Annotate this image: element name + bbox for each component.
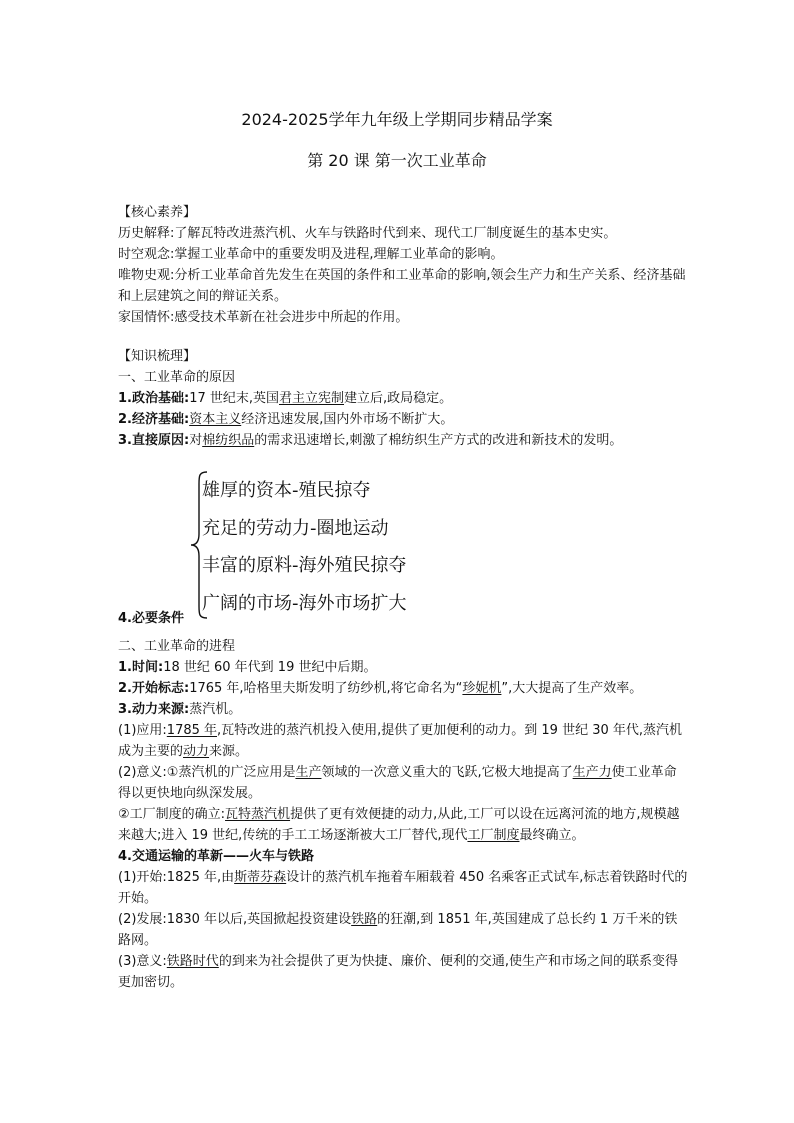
- political-post: 建立后,政局稳定。: [344, 391, 453, 406]
- political-key: 君主立宪制: [279, 391, 345, 406]
- start-pre: 1765 年,哈格里夫斯发明了纺纱机,将它命名为“: [189, 681, 463, 696]
- factory-key-system: 工厂制度: [467, 828, 520, 843]
- material-text: 分析工业革命首先发生在英国的条件和工业革命的影响,领会生产力和生产关系、经济基础和上层建筑之间的辩证关系。: [118, 268, 686, 304]
- rail-sig-post: 的到来为社会提供了更为快捷、廉价、便利的交通,使生产和市场之间的联系变得更加密切。: [118, 954, 678, 990]
- power-label: 3.动力来源:: [118, 702, 190, 717]
- political-pre: 17 世纪末,英国: [189, 391, 279, 406]
- application-key-power: 动力: [183, 744, 210, 759]
- direct-cause-line: [118, 430, 688, 451]
- application-pre: (1)应用:: [118, 723, 167, 738]
- knowledge-section: [118, 346, 688, 451]
- home-line: [118, 307, 688, 328]
- material-line: [118, 265, 688, 307]
- condition-item: 充足的劳动力-圈地运动: [202, 517, 389, 539]
- economic-post: 经济迅速发展,国内外市场不断扩大。: [241, 412, 454, 427]
- direct-key: 棉纺织品: [202, 433, 255, 448]
- transport-heading: 4.交通运输的革新——火车与铁路: [118, 849, 314, 864]
- economic-line: [118, 409, 688, 430]
- start-line: [118, 678, 688, 699]
- significance-post: 使工业革命得以更快地向纵深发展。: [118, 765, 677, 801]
- progress-section: [118, 636, 688, 993]
- home-label: 家国情怀:: [118, 310, 175, 325]
- condition-item: 雄厚的资本-殖民掠夺: [202, 480, 371, 501]
- rail-start-key: 斯蒂芬森: [234, 870, 287, 885]
- significance-key-productivity: 生产力: [572, 765, 612, 780]
- space-label: 时空观念:: [118, 247, 175, 262]
- rail-sig-key: 铁路时代: [166, 954, 219, 969]
- history-label: 历史解释:: [118, 226, 175, 241]
- direct-post: 的需求迅速增长,刺激了棉纺织生产方式的改进和新技术的发明。: [254, 433, 623, 448]
- rail-dev-post: 的狂潮,到 1851 年,英国建成了总长约 1 万千米的铁路网。: [118, 912, 678, 948]
- space-text: 掌握工业革命中的重要发明及进程,理解工业革命的影响。: [174, 247, 504, 262]
- part1-title: 一、工业革命的原因: [118, 370, 236, 385]
- space-line: [118, 244, 688, 265]
- time-line: [118, 657, 688, 678]
- significance-mid: 领域的一次意义重大的飞跃,它极大地提高了: [321, 765, 573, 780]
- history-line: [118, 223, 688, 244]
- political-line: [118, 388, 688, 409]
- lesson-title: 第 20 课 第一次工业革命: [307, 151, 487, 170]
- rail-sig-pre: (3)意义:: [118, 954, 167, 969]
- time-text: 18 世纪 60 年代到 19 世纪中后期。: [163, 660, 377, 675]
- direct-label: 3.直接原因:: [118, 433, 190, 448]
- rail-significance-line: [118, 951, 688, 993]
- application-mid: ,瓦特改进的蒸汽机投入使用,提供了更加便利的动力。到 19 世纪 30 年代,蒸汽机成为主要的: [118, 723, 683, 759]
- core-literacy-section: [118, 202, 688, 328]
- factory-line: [118, 804, 688, 846]
- rail-dev-key: 铁路: [351, 912, 378, 927]
- knowledge-heading: 【知识梳理】: [118, 349, 197, 364]
- rail-dev-pre: (2)发展:1830 年以后,英国掀起投资建设: [118, 912, 352, 927]
- home-text: 感受技术革新在社会进步中所起的作用。: [174, 310, 409, 325]
- direct-pre: 对: [189, 433, 203, 448]
- factory-key-engine: 瓦特蒸汽机: [225, 807, 291, 822]
- time-label: 1.时间:: [118, 660, 164, 675]
- history-text: 了解瓦特改进蒸汽机、火车与铁路时代到来、现代工厂制度诞生的基本史实。: [174, 226, 617, 241]
- condition-item: 丰富的原料-海外殖民掠夺: [202, 555, 407, 576]
- factory-post: 最终确立。: [519, 828, 585, 843]
- application-key-year: 1785 年: [166, 723, 218, 738]
- application-post: 来源。: [209, 744, 249, 759]
- significance-line: [118, 762, 688, 804]
- rail-start-line: [118, 867, 688, 909]
- core-heading: 【核心素养】: [118, 205, 197, 220]
- application-line: [118, 720, 688, 762]
- material-label: 唯物史观:: [118, 268, 175, 283]
- political-label: 1.政治基础:: [118, 391, 190, 406]
- factory-mid: 提供了更有效便捷的动力,从此,工厂可以设在远离河流的地方,规模越来越大;进入 19 世纪,传统的手工工场逐渐被大工厂替代,现代: [118, 807, 680, 843]
- rail-start-pre: (1)开始:1825 年,由: [118, 870, 235, 885]
- start-post: ”,大大提高了生产效率。: [501, 681, 643, 696]
- power-line: [118, 699, 688, 720]
- economic-label: 2.经济基础:: [118, 412, 190, 427]
- rail-development-line: [118, 909, 688, 951]
- start-label: 2.开始标志:: [118, 681, 190, 696]
- significance-pre: (2)意义:①蒸汽机的广泛应用是: [118, 765, 296, 780]
- start-key: 珍妮机: [462, 681, 502, 696]
- condition-item: 广阔的市场-海外市场扩大: [202, 592, 407, 614]
- necessary-label: 4.必要条件: [118, 611, 184, 626]
- necessary-conditions-list: [202, 472, 407, 622]
- rail-start-post: 设计的蒸汽机车拖着车厢载着 450 名乘客正式试车,标志着铁路时代的开始。: [118, 870, 688, 906]
- significance-key-production: 生产: [295, 765, 322, 780]
- power-text: 蒸汽机。: [189, 702, 242, 717]
- factory-pre: ②工厂制度的确立:: [118, 807, 226, 822]
- part2-title: 二、工业革命的进程: [118, 639, 236, 654]
- document-title: 2024-2025学年九年级上学期同步精品学案: [241, 110, 553, 129]
- economic-key: 资本主义: [189, 412, 242, 427]
